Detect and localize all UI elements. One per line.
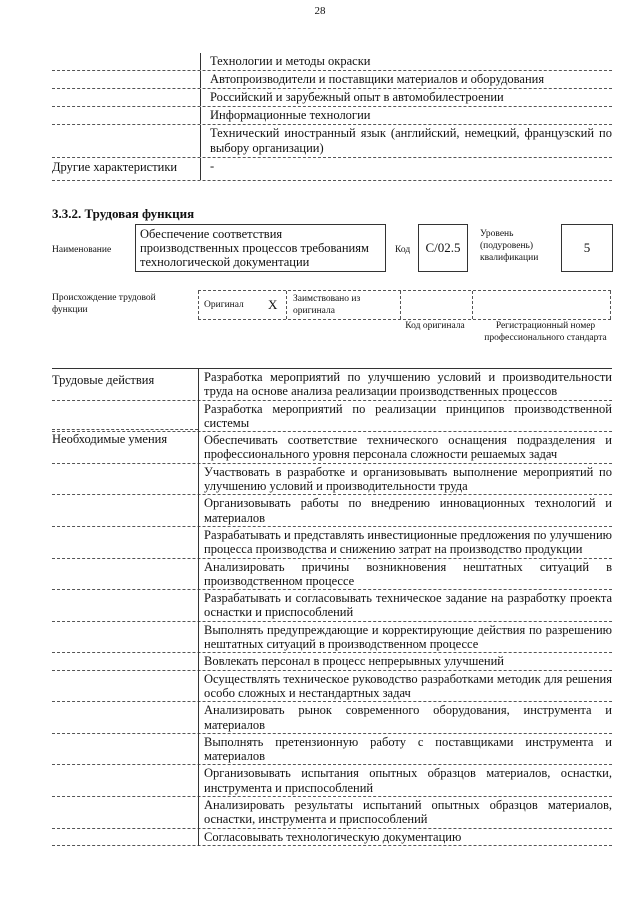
level-value: 5 <box>561 224 613 272</box>
level-label: Уровень (подуровень) квалификации <box>480 229 539 263</box>
code-label: Код <box>395 245 411 255</box>
table-row <box>52 89 612 107</box>
section-title: 3.3.2. Трудовая функция <box>52 206 195 221</box>
table-row: Разработка мероприятий по реализации принципов производственной системы <box>52 401 612 433</box>
top-table <box>52 53 612 181</box>
main-table <box>52 368 612 846</box>
code-caption: Код оригинала <box>405 321 465 331</box>
table-row: Выполнять предупреждающие и корректирующие действия по разрешению нештатных ситуаций в производственном процессе <box>52 622 612 654</box>
table-row: Анализировать результаты испытаний опытных образцов материалов, оснастки, инструмента и приспособлений <box>52 797 612 829</box>
table-row: Участвовать в разработке и организовывать выполнение мероприятий по улучшению условий и производительности труда <box>52 464 612 496</box>
table-row: Разрабатывать и согласовывать техническое задание на разработку проекта оснастки и приспособлений <box>52 590 612 622</box>
table-row: Согласовывать технологическую документацию <box>52 829 612 846</box>
name-box <box>135 224 386 272</box>
name-label: Наименование <box>52 245 112 255</box>
row-text: Информационные технологии <box>210 108 371 122</box>
code-value: C/02.5 <box>418 224 468 272</box>
table-row: Анализировать причины возникновения нештатных ситуаций в производственном процессе <box>52 559 612 591</box>
table-row: Разрабатывать и представлять инвестиционные предложения по улучшению процесса производства и снижению затрат на производство продукции <box>52 527 612 559</box>
reg-caption: Регистрационный номер профессионального стандарта <box>484 321 607 343</box>
table-row: Анализировать рынок современного оборудования, инструмента и материалов <box>52 702 612 734</box>
table-row <box>52 158 612 181</box>
page-number: 28 <box>314 5 326 17</box>
table-row <box>52 71 612 89</box>
row-text: - <box>210 159 215 173</box>
borrowed-label: Заимствовано из оригинала <box>293 294 361 316</box>
table-row: Разработка мероприятий по улучшению условий и производительности труда на основе анализа реализации производственных процессов <box>52 369 612 401</box>
original-mark: X <box>268 297 278 312</box>
origin-row <box>198 290 611 320</box>
table-row <box>52 125 612 158</box>
table-row: Вовлекать персонал в процесс непрерывных улучшений <box>52 653 612 670</box>
table-row <box>52 53 612 71</box>
table-row: Осуществлять техническое руководство разработками методик для решения особо сложных и нестандартных задач <box>52 671 612 703</box>
table-row: Обеспечивать соответствие технического оснащения подразделения и профессионального уровня персонала сложности решаемых задач <box>52 432 612 464</box>
row-label: Другие характеристики <box>52 160 178 174</box>
table-row <box>52 107 612 125</box>
name-value: Обеспечение соответствия производственных процессов требованиям технологической документации <box>140 227 369 269</box>
table-row: Организовывать испытания опытных образцов материалов, оснастки, инструмента и приспособлений <box>52 765 612 797</box>
section-label: Трудовые действия <box>52 373 155 387</box>
row-text: Технологии и методы окраски <box>210 54 371 68</box>
row-text: Технический иностранный язык (английский, немецкий, французский по выбору организации) <box>210 126 612 155</box>
table-row: Организовывать работы по внедрению инновационных технологий и материалов <box>52 495 612 527</box>
row-text: Российский и зарубежный опыт в автомобилестроении <box>210 90 504 104</box>
origin-label: Происхождение трудовой функции <box>52 293 156 315</box>
row-text: Автопроизводители и поставщики материалов и оборудования <box>210 72 545 86</box>
section-label: Необходимые умения <box>52 432 168 446</box>
original-label: Оригинал <box>204 300 244 310</box>
table-row: Выполнять претензионную работу с поставщиками инструмента и материалов <box>52 734 612 766</box>
